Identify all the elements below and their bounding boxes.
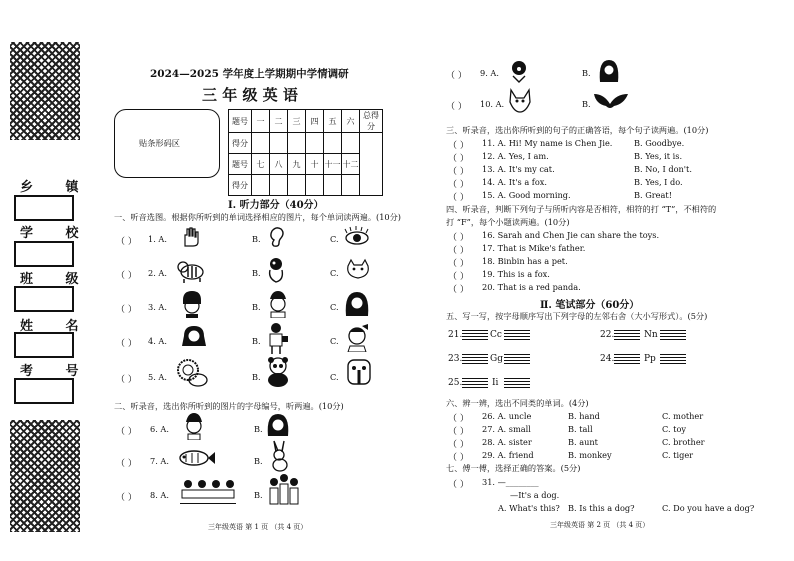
- fox-picture: [508, 88, 532, 114]
- q31-prompt: 31. —________: [482, 477, 539, 487]
- q31-option-c: C. Do you have a dog?: [662, 503, 755, 513]
- girl-with-bow-picture: [344, 324, 370, 352]
- exam-number-field[interactable]: [14, 378, 74, 404]
- q13-option-b: B. No, I don't.: [634, 164, 692, 174]
- side-pattern-bottom: [10, 420, 80, 532]
- section-4-instructions-line2: 打 “F”，每个小题读两遍。(10分): [446, 217, 570, 227]
- option-b-label: B.: [254, 456, 263, 466]
- score-header-cell: 三: [288, 110, 306, 133]
- fish-picture: [176, 446, 216, 470]
- write-lines[interactable]: [462, 378, 488, 388]
- option-c-label: C.: [330, 336, 339, 346]
- q26-option-c: C. mother: [662, 411, 704, 421]
- name-field[interactable]: [14, 332, 74, 358]
- question-number: 3. A.: [148, 302, 167, 312]
- q19-statement: 19. This is a fox.: [482, 269, 550, 279]
- write-lines[interactable]: [614, 330, 640, 340]
- exam-year-title: 2024—2025 学年度上学期期中学情调研: [150, 68, 349, 80]
- section-1-instructions: 一、听音选图。根据你所听到的单词选择相应的图片，每个单词读两遍。(10分): [114, 212, 401, 222]
- q27-option-c: C. toy: [662, 424, 687, 434]
- option-b-label: B.: [252, 268, 261, 278]
- question-number: 10. A.: [480, 99, 505, 109]
- side-label-name: 姓 名: [20, 319, 93, 334]
- q22-letter: Nn: [644, 330, 658, 340]
- option-b-label: B.: [252, 336, 261, 346]
- score-cell[interactable]: [252, 133, 270, 154]
- page-footer-left: 三年级英语 第 1 页 （共 4 页）: [208, 523, 308, 531]
- score-cell[interactable]: [288, 175, 306, 196]
- question-number: 9. A.: [480, 68, 499, 78]
- school-field[interactable]: [14, 241, 74, 267]
- q15-option-a: 15. A. Good morning.: [482, 190, 571, 200]
- option-b-label: B.: [252, 302, 261, 312]
- girl-head-picture: [266, 412, 290, 440]
- q11-option-b: B. Goodbye.: [634, 138, 685, 148]
- score-header-cell: 十一: [324, 154, 342, 175]
- section-5-instructions: 五、写一写，按字母顺序写出下列字母的左邻右舍（大小写形式）。(5分): [446, 311, 708, 321]
- q15-option-b: B. Great!: [634, 190, 672, 200]
- ear-picture: [266, 226, 288, 248]
- score-header-cell: 十二: [342, 154, 360, 175]
- question-number: 5. A.: [148, 372, 167, 382]
- q28-option-c: C. brother: [662, 437, 705, 447]
- q29-option-c: C. tiger: [662, 450, 694, 460]
- score-cell[interactable]: [324, 175, 342, 196]
- boy-face-picture: [266, 290, 290, 318]
- bird-picture: [592, 90, 632, 112]
- score-cell[interactable]: [270, 133, 288, 154]
- total-score-cell[interactable]: [360, 133, 383, 196]
- option-b-label: B.: [582, 99, 591, 109]
- write-lines[interactable]: [660, 354, 686, 364]
- boy-head-picture: [182, 412, 206, 440]
- q24-number: 24.: [600, 354, 615, 364]
- score-header-cell: 六: [342, 110, 360, 133]
- score-header-cell: 四: [306, 110, 324, 133]
- q16-statement: 16. Sarah and Chen Jie can share the toys.: [482, 230, 660, 240]
- option-c-label: C.: [330, 302, 339, 312]
- q25-number: 25.: [448, 378, 463, 388]
- score-table: [228, 109, 383, 196]
- score-cell[interactable]: [342, 133, 360, 154]
- write-lines[interactable]: [462, 330, 488, 340]
- section-3-instructions: 三、听录音，选出你所听到的句子的正确答语，每个句子读两遍。(10分): [446, 125, 709, 135]
- score-header-cell: 题号: [229, 110, 252, 133]
- question-number: 2. A.: [148, 268, 167, 278]
- lion-picture: [176, 358, 208, 388]
- write-lines[interactable]: [504, 354, 530, 364]
- score-label-cell: 得分: [229, 133, 252, 154]
- q24-letter: Pp: [644, 354, 656, 364]
- q12-option-b: B. Yes, it is.: [634, 151, 683, 161]
- panda-picture: [264, 356, 292, 388]
- option-b-label: B.: [254, 490, 263, 500]
- option-c-label: C.: [330, 372, 339, 382]
- q26-option-a: 26. A. uncle: [482, 411, 532, 421]
- q31-option-a: A. What's this?: [498, 503, 560, 513]
- q17-statement: 17. That is Mike's father.: [482, 243, 586, 253]
- family-picture: [180, 478, 236, 504]
- q27-option-a: 27. A. small: [482, 424, 531, 434]
- side-pattern-top: [10, 42, 80, 140]
- score-cell[interactable]: [252, 175, 270, 196]
- girl-face-picture: [180, 290, 204, 318]
- township-field[interactable]: [14, 195, 74, 221]
- side-label-exam-no: 考 号: [20, 364, 93, 379]
- q21-number: 21.: [448, 330, 463, 340]
- score-header-cell: 九: [288, 154, 306, 175]
- q14-option-a: 14. A. It's a fox.: [482, 177, 547, 187]
- question-number: 6. A.: [150, 424, 169, 434]
- write-lines[interactable]: [462, 354, 488, 364]
- score-header-cell: 题号: [229, 154, 252, 175]
- score-cell[interactable]: [306, 133, 324, 154]
- score-header-cell: 二: [270, 110, 288, 133]
- option-b-label: B.: [252, 234, 261, 244]
- write-lines[interactable]: [660, 330, 686, 340]
- score-cell[interactable]: [306, 175, 324, 196]
- q25-letter: Ii: [492, 378, 499, 388]
- section-2-instructions: 二、听录音，选出你所听到的图片的字母编号，听两遍。(10分): [114, 401, 344, 411]
- page-footer-right: 三年级英语 第 2 页 （共 4 页）: [550, 521, 650, 529]
- option-c-label: C.: [330, 268, 339, 278]
- listening-part-title: Ⅰ. 听力部分（40分）: [228, 200, 324, 211]
- q31-reply: —It's a dog.: [510, 490, 560, 500]
- q26-option-b: B. hand: [568, 411, 600, 421]
- q20-statement: 20. That is a red panda.: [482, 282, 581, 292]
- q13-option-a: 13. A. It's my cat.: [482, 164, 555, 174]
- section-4-instructions-line1: 四、听录音，判断下列句子与所听内容是否相符，相符的打 “T”，不相符的: [446, 204, 717, 214]
- score-label-cell: 得分: [229, 175, 252, 196]
- q14-option-b: B. Yes, I do.: [634, 177, 683, 187]
- question-number: 1. A.: [148, 234, 167, 244]
- group-picture: [266, 472, 302, 506]
- option-b-label: B.: [254, 424, 263, 434]
- side-label-class: 班 级: [20, 272, 93, 287]
- option-b-label: B.: [252, 372, 261, 382]
- option-b-label: B.: [582, 68, 591, 78]
- q31-option-b: B. Is this a dog?: [568, 503, 635, 513]
- cat-picture: [344, 258, 372, 282]
- q11-option-a: 11. A. Hi! My name is Chen Jie.: [482, 138, 613, 148]
- mother-picture: [598, 58, 620, 84]
- question-number: 4. A.: [148, 336, 167, 346]
- eye-picture: [344, 226, 370, 248]
- question-number: 7. A.: [150, 456, 169, 466]
- score-header-cell: 一: [252, 110, 270, 133]
- q21-letter: Cc: [490, 330, 502, 340]
- man-picture: [264, 322, 290, 354]
- section-6-instructions: 六、辨一辨，选出不同类的单词。(4分): [446, 398, 589, 408]
- rabbit-picture: [268, 440, 292, 472]
- side-label-school: 学 校: [20, 226, 93, 241]
- q28-option-a: 28. A. sister: [482, 437, 532, 447]
- score-cell[interactable]: [270, 175, 288, 196]
- clown-picture: [508, 58, 530, 84]
- q29-option-b: B. monkey: [568, 450, 612, 460]
- score-cell[interactable]: [288, 133, 306, 154]
- q23-letter: Gg: [490, 354, 503, 364]
- score-header-cell: 五: [324, 110, 342, 133]
- woman-face-picture: [344, 290, 370, 318]
- q29-option-a: 29. A. friend: [482, 450, 534, 460]
- elephant-picture: [344, 356, 374, 388]
- q27-option-b: B. tall: [568, 424, 593, 434]
- barcode-area: [114, 109, 220, 178]
- score-header-cell: 八: [270, 154, 288, 175]
- side-label-township: 乡 镇: [20, 180, 93, 195]
- score-cell[interactable]: [324, 133, 342, 154]
- subject-title: 三 年 级 英 语: [202, 86, 298, 104]
- score-cell[interactable]: [342, 175, 360, 196]
- section-7-instructions: 七、傅一傅，选择正确的答案。(5分): [446, 463, 581, 473]
- write-lines[interactable]: [614, 354, 640, 364]
- girl-picture: [180, 324, 208, 354]
- score-header-cell: 总得分: [360, 110, 383, 133]
- hand-picture: [180, 226, 202, 248]
- q23-number: 23.: [448, 354, 463, 364]
- barcode-label: 贴条形码区: [139, 138, 180, 148]
- q28-option-b: B. aunt: [568, 437, 598, 447]
- write-lines[interactable]: [504, 378, 530, 388]
- score-header-cell: 七: [252, 154, 270, 175]
- tiger-picture: [176, 258, 206, 284]
- writing-part-title: Ⅱ. 笔试部分（60分）: [540, 300, 640, 311]
- dog-picture: [264, 256, 290, 284]
- q18-statement: 18. Binbin has a pet.: [482, 256, 568, 266]
- question-number: 8. A.: [150, 490, 169, 500]
- option-c-label: C.: [330, 234, 339, 244]
- q22-number: 22.: [600, 330, 615, 340]
- class-field[interactable]: [14, 286, 74, 312]
- write-lines[interactable]: [504, 330, 530, 340]
- q12-option-a: 12. A. Yes, I am.: [482, 151, 549, 161]
- score-header-cell: 十: [306, 154, 324, 175]
